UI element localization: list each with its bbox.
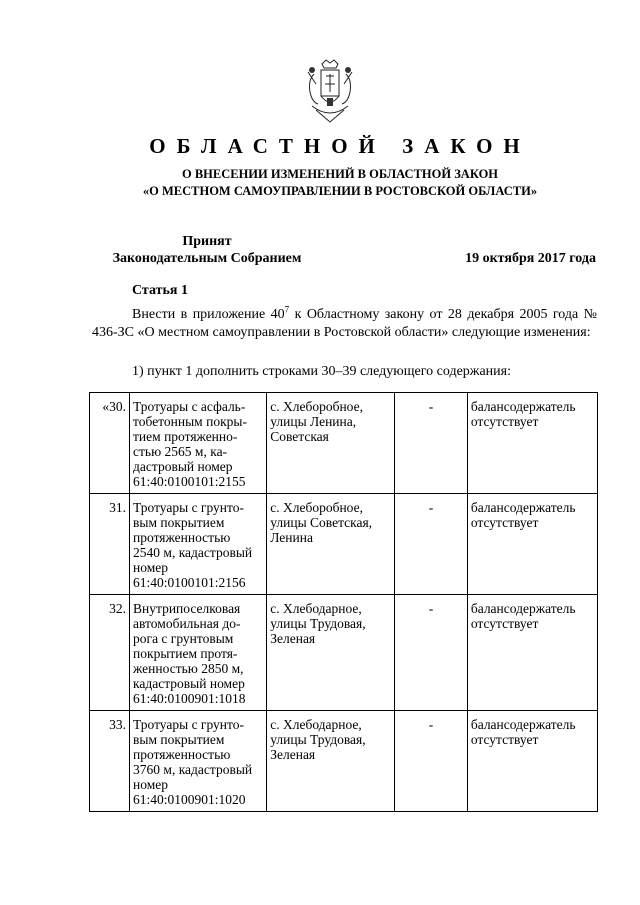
balance-holder-line: балансодержатель bbox=[470, 601, 576, 616]
row-number-cell bbox=[90, 393, 130, 494]
object-name-line: протяженностью bbox=[133, 747, 231, 762]
object-name-line: номер bbox=[133, 777, 169, 792]
location-line: с. Хлеборобное, bbox=[270, 500, 363, 515]
balance-holder-line: балансодержатель bbox=[470, 717, 576, 732]
row-number-cell bbox=[90, 494, 130, 595]
balance-holder-cell bbox=[467, 393, 597, 494]
balance-holder-line: отсутствует bbox=[470, 414, 539, 429]
table-row bbox=[90, 711, 598, 812]
balance-holder-cell bbox=[467, 711, 597, 812]
location-cell bbox=[267, 494, 395, 595]
object-name-line: 61:40:0100101:2155 bbox=[133, 474, 246, 489]
balance-holder-line: балансодержатель bbox=[470, 399, 576, 414]
document-subtitle-line2: «О МЕСТНОМ САМОУПРАВЛЕНИИ В РОСТОВСКОЙ ОБЛАСТИ» bbox=[142, 184, 538, 198]
object-name-line: дастровый номер bbox=[133, 459, 233, 474]
adopted-by-block bbox=[92, 233, 322, 267]
row-number: 33. bbox=[109, 717, 127, 732]
object-name-cell bbox=[130, 393, 267, 494]
location-cell bbox=[267, 711, 395, 812]
object-name-line: Внутрипоселковая bbox=[133, 601, 241, 616]
row-number: «30. bbox=[102, 399, 127, 414]
object-name-line: стью 2565 м, ка- bbox=[133, 444, 228, 459]
location-cell bbox=[267, 393, 395, 494]
dash-mark: - bbox=[428, 601, 434, 616]
annex-superscript: 7 bbox=[284, 304, 290, 315]
adopted-body: Законодательным Собранием bbox=[112, 251, 302, 266]
object-name-line: Тротуары с грунто- bbox=[133, 500, 244, 515]
balance-holder-line: отсутствует bbox=[470, 732, 539, 747]
balance-holder-cell bbox=[467, 494, 597, 595]
location-line: Зеленая bbox=[270, 631, 316, 646]
object-name-line: протяженностью bbox=[133, 530, 231, 545]
location-line: Советская bbox=[270, 429, 329, 444]
balance-holder-line: балансодержатель bbox=[470, 500, 576, 515]
object-name-line: номер bbox=[133, 560, 169, 575]
object-name-line: рога с грунтовым bbox=[133, 631, 234, 646]
location-line: с. Хлеборобное, bbox=[270, 399, 363, 414]
balance-holder-line: отсутствует bbox=[470, 616, 539, 631]
object-name-line: 61:40:0100101:2156 bbox=[133, 575, 246, 590]
empty-value-cell bbox=[395, 711, 468, 812]
location-line: улицы Трудовая, bbox=[270, 732, 366, 747]
document-subtitle-line1: О ВНЕСЕНИИ ИЗМЕНЕНИЙ В ОБЛАСТНОЙ ЗАКОН bbox=[181, 167, 499, 181]
location-line: улицы Советская, bbox=[270, 515, 373, 530]
location-line: улицы Ленина, bbox=[270, 414, 357, 429]
object-name-line: Тротуары с грунто- bbox=[133, 717, 244, 732]
object-name-line: Тротуары с асфаль- bbox=[133, 399, 246, 414]
table-row bbox=[90, 494, 598, 595]
object-name-line: 2540 м, кадастровый bbox=[133, 545, 253, 560]
row-number-cell bbox=[90, 595, 130, 711]
table-row bbox=[90, 393, 598, 494]
location-line: улицы Трудовая, bbox=[270, 616, 366, 631]
location-line: с. Хлебодарное, bbox=[270, 601, 362, 616]
object-name-line: женностью 2850 м, bbox=[133, 661, 244, 676]
adopted-label: Принят bbox=[182, 234, 232, 249]
object-name-line: автомобильная до- bbox=[133, 616, 241, 631]
intro-text-end: к Областному закону от 28 декабря 2005 года № 436-ЗС «О местном самоуправлении в Ростовской области» следующие изменения: bbox=[92, 307, 597, 340]
row-number: 32. bbox=[109, 601, 127, 616]
row-number-cell bbox=[90, 711, 130, 812]
object-name-cell bbox=[130, 595, 267, 711]
article-heading: Статья 1 bbox=[132, 283, 188, 298]
adoption-date: 19 октября 2017 года bbox=[465, 251, 596, 266]
object-name-line: тобетонным покры- bbox=[133, 414, 247, 429]
article-intro-paragraph bbox=[92, 306, 597, 342]
row-number: 31. bbox=[109, 500, 127, 515]
empty-value-cell bbox=[395, 393, 468, 494]
location-line: с. Хлебодарное, bbox=[270, 717, 362, 732]
empty-value-cell bbox=[395, 595, 468, 711]
object-name-line: 61:40:0100901:1018 bbox=[133, 691, 246, 706]
table-row bbox=[90, 595, 598, 711]
object-name-line: 61:40:0100901:1020 bbox=[133, 792, 246, 807]
balance-holder-line: отсутствует bbox=[470, 515, 539, 530]
coat-of-arms-emblem bbox=[300, 58, 360, 124]
document-title: ОБЛАСТНОЙ ЗАКОН bbox=[149, 134, 531, 158]
object-name-line: 3760 м, кадастровый bbox=[133, 762, 253, 777]
object-name-cell bbox=[130, 494, 267, 595]
dash-mark: - bbox=[428, 399, 434, 414]
balance-holder-cell bbox=[467, 595, 597, 711]
location-line: Ленина bbox=[270, 530, 313, 545]
object-name-line: вым покрытием bbox=[133, 732, 225, 747]
object-name-line: покрытием протя- bbox=[133, 646, 238, 661]
intro-text-start: Внести в приложение 40 bbox=[132, 307, 285, 322]
dash-mark: - bbox=[428, 717, 434, 732]
location-cell bbox=[267, 595, 395, 711]
object-name-line: вым покрытием bbox=[133, 515, 225, 530]
amendment-table bbox=[89, 392, 598, 812]
amendment-item-1: 1) пункт 1 дополнить строками 30–39 следующего содержания: bbox=[132, 364, 511, 379]
object-name-line: тием протяженно- bbox=[133, 429, 238, 444]
object-name-line: кадастровый номер bbox=[133, 676, 245, 691]
dash-mark: - bbox=[428, 500, 434, 515]
empty-value-cell bbox=[395, 494, 468, 595]
location-line: Зеленая bbox=[270, 747, 316, 762]
object-name-cell bbox=[130, 711, 267, 812]
